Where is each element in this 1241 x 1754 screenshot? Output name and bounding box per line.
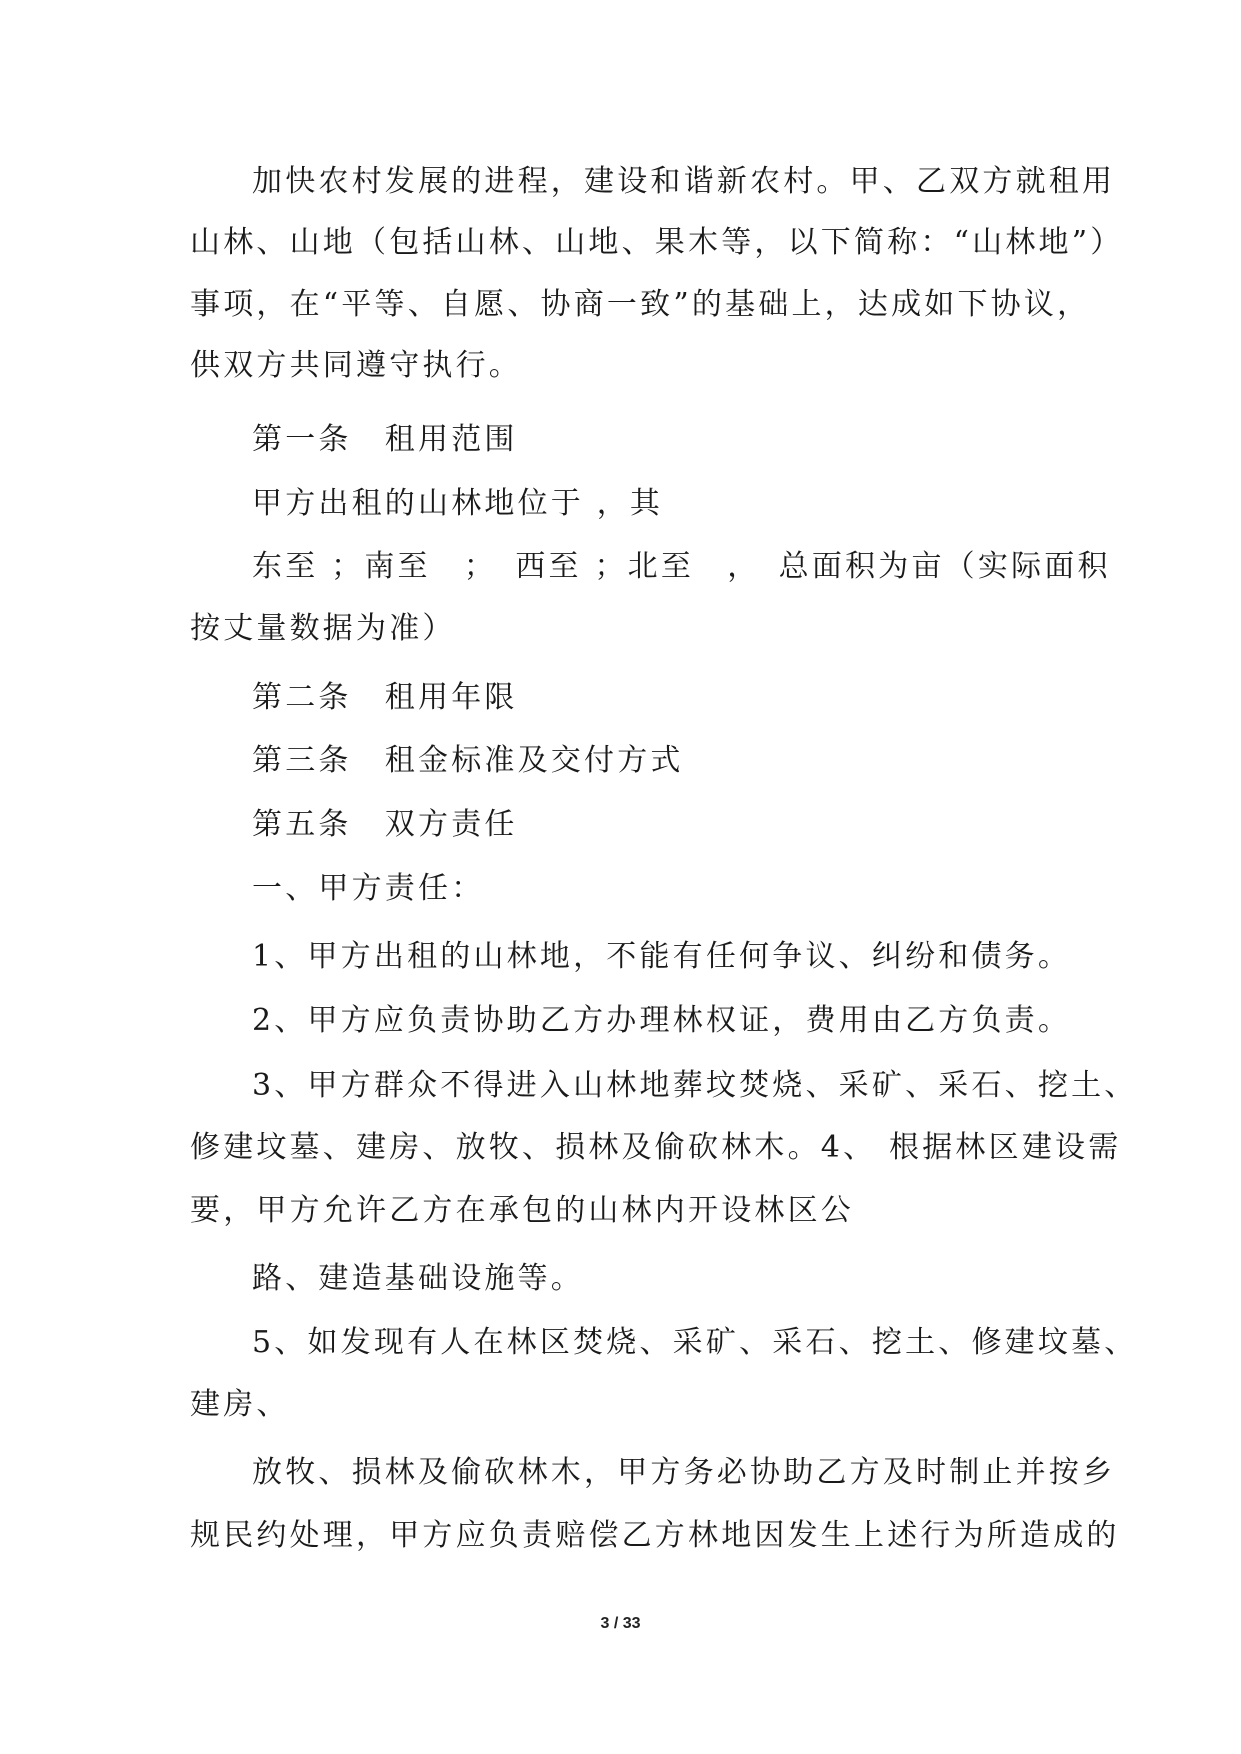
article-heading: 第一条 租用范围 — [252, 422, 518, 457]
paragraph-line: 山林、山地（包括山林、山地、果木等，以下简称：“山林地”） — [190, 225, 1124, 260]
paragraph-line: 甲方出租的山林地位于 ，其 — [252, 486, 664, 521]
section-heading: 一、甲方责任： — [252, 871, 485, 906]
paragraph-line: 要，甲方允许乙方在承包的山林内开设林区公 — [190, 1193, 854, 1228]
paragraph-line: 建房、 — [190, 1387, 290, 1422]
list-item: 2、甲方应负责协助乙方办理林权证，费用由乙方负责。 — [252, 1003, 1072, 1038]
paragraph-line: 事项，在“平等、自愿、协商一致”的基础上，达成如下协议， — [190, 287, 1091, 322]
paragraph-line: 放牧、损林及偷砍林木，甲方务必协助乙方及时制止并按乡 — [252, 1455, 1116, 1490]
paragraph-line: 按丈量数据为准） — [190, 611, 456, 646]
list-item: 5、如发现有人在林区焚烧、采矿、采石、挖土、修建坟墓、 — [252, 1325, 1138, 1360]
list-item: 1、甲方出租的山林地，不能有任何争议、纠纷和债务。 — [252, 939, 1072, 974]
article-heading: 第五条 双方责任 — [252, 807, 518, 842]
paragraph-line: 规民约处理，甲方应负责赔偿乙方林地因发生上述行为所造成的 — [190, 1518, 1120, 1553]
paragraph-line: 东至 ；南至 ； 西至 ；北至 ， 总面积为亩（实际面积 — [252, 549, 1111, 584]
article-heading: 第三条 租金标准及交付方式 — [252, 743, 684, 778]
paragraph-line: 路、建造基础设施等。 — [252, 1261, 584, 1296]
paragraph-line: 供双方共同遵守执行。 — [190, 348, 522, 383]
page-number: 3 / 33 — [600, 1615, 641, 1632]
article-heading: 第二条 租用年限 — [252, 680, 518, 715]
list-item: 3、甲方群众不得进入山林地葬坟焚烧、采矿、采石、挖土、 — [252, 1068, 1138, 1103]
paragraph-line: 修建坟墓、建房、放牧、损林及偷砍林木。4、 根据林区建设需 — [190, 1130, 1122, 1165]
paragraph-line: 加快农村发展的进程，建设和谐新农村。甲、乙双方就租用 — [252, 164, 1116, 199]
